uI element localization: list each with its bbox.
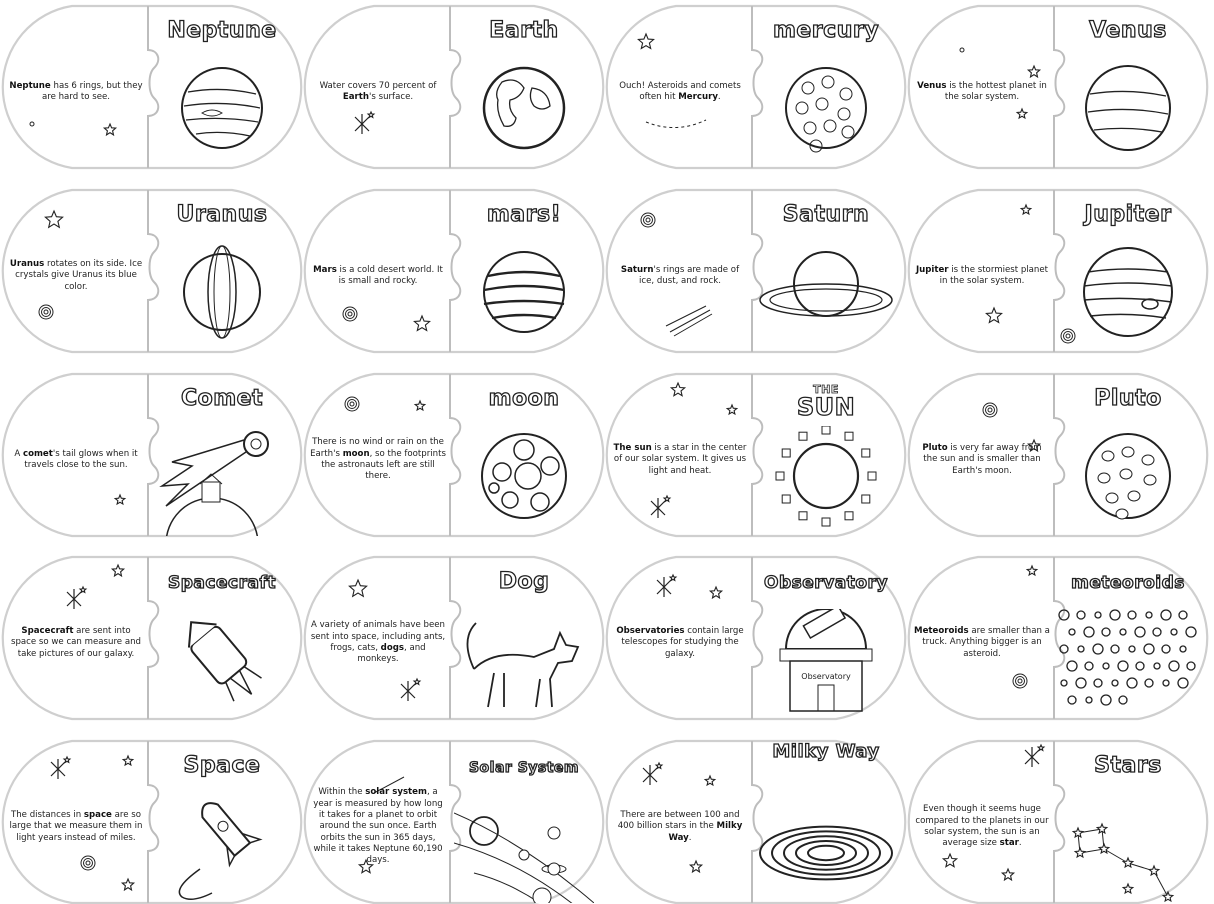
fact-text: [310, 777, 446, 877]
fact-text: [8, 226, 144, 326]
fact-keyword: Meteoroids: [914, 625, 969, 636]
card-title-text: SUN: [796, 393, 856, 421]
card-title: [1058, 20, 1198, 42]
space-illustration: [152, 793, 292, 903]
fact-text: [612, 593, 748, 693]
fact-text: [310, 410, 446, 510]
fact-keyword: star: [999, 838, 1019, 849]
observatory-sign: Observatory: [801, 672, 851, 681]
comet-illustration: [152, 426, 292, 536]
puzzle-card-comet[interactable]: [2, 370, 302, 540]
card-title: [454, 388, 594, 410]
puzzle-card-jupiter[interactable]: [908, 186, 1208, 356]
fact-span: is a star in the center of our solar system. It gives us light and heat.: [613, 442, 747, 476]
puzzle-card-neptune[interactable]: [2, 2, 302, 172]
fact-span: The distances in: [10, 809, 84, 820]
fact-keyword: The sun: [613, 442, 652, 453]
card-title: [1058, 575, 1198, 592]
puzzle-card-meteoroids[interactable]: [908, 553, 1208, 723]
puzzle-card-mercury[interactable]: [606, 2, 906, 172]
puzzle-card-sun[interactable]: [606, 370, 906, 540]
card-title-text: meteoroids: [1071, 573, 1185, 593]
fact-keyword: Earth: [342, 92, 370, 102]
solar-illustration: [454, 793, 594, 903]
card-title: [1058, 388, 1198, 410]
card-title-text: mars!: [486, 202, 562, 227]
card-title: [152, 204, 292, 226]
fact-span: , so the footprints the astronauts left are still there.: [321, 448, 446, 482]
fact-span: is the stormiest planet in the solar system.: [939, 264, 1049, 286]
puzzle-card-milky-way[interactable]: [606, 737, 906, 904]
card-title: [152, 575, 292, 592]
fact-text: [612, 226, 748, 326]
fact-span: Ouch! Asteroids and comets often hit: [619, 80, 741, 102]
card-title: [152, 388, 292, 410]
card-title-text: Dog: [498, 569, 550, 594]
card-title-text: Spacecraft: [168, 573, 276, 593]
card-title: [756, 384, 896, 419]
star-icon: [1123, 858, 1133, 867]
meteoroids-illustration: [1058, 609, 1198, 719]
stars-illustration: [1058, 793, 1198, 903]
card-title: [1058, 755, 1198, 777]
fact-keyword: comet: [22, 448, 53, 459]
fact-span: contain large telescopes for studying the galaxy.: [621, 625, 744, 659]
card-title-text: Earth: [489, 18, 559, 43]
fact-keyword: dogs: [380, 643, 404, 653]
fact-text: [914, 226, 1050, 326]
fact-keyword: Jupiter: [915, 264, 949, 275]
fact-text: [914, 42, 1050, 142]
fact-keyword: Pluto: [922, 442, 948, 453]
fact-span: .: [1018, 838, 1022, 849]
fact-keyword: Spacecraft: [21, 625, 74, 636]
card-title-prefix: THE: [813, 383, 839, 396]
fact-span: .: [717, 92, 721, 102]
puzzle-card-stars[interactable]: [908, 737, 1208, 904]
fact-span: There is no wind or rain on the Earth's: [310, 437, 444, 459]
card-title-text: Saturn: [782, 202, 870, 227]
fact-span: is very far away from the sun and is smaller than Earth's moon.: [923, 442, 1042, 476]
fact-span: A variety of animals have been sent into space, including ants, frogs, cats,: [310, 620, 446, 653]
fact-span: , a year is measured by how long it takes for a planet to orbit around the sun once. Earth orbits the sun in 365 days, while it takes Neptune 60,190 days.: [313, 787, 443, 866]
fact-keyword: Uranus: [9, 258, 45, 269]
card-title-text: Jupiter: [1084, 202, 1172, 227]
star-icon: [1163, 892, 1173, 901]
card-title-text: mercury: [772, 18, 880, 43]
card-title: [454, 20, 594, 42]
mercury-illustration: [756, 58, 896, 168]
fact-text: [310, 42, 446, 142]
puzzle-card-dog[interactable]: [304, 553, 604, 723]
fact-text: [914, 593, 1050, 693]
card-title-text: Milky Way: [772, 741, 880, 762]
card-title: [152, 755, 292, 777]
fact-text: [310, 593, 446, 693]
star-icon: [1149, 866, 1159, 875]
fact-span: Even though it seems huge compared to the planets in our solar system, the sun is an average size: [915, 804, 1049, 849]
fact-text: [8, 42, 144, 142]
fact-keyword: Neptune: [9, 80, 51, 91]
card-title: [454, 761, 594, 775]
mars-illustration: [454, 242, 594, 352]
fact-keyword: Saturn: [620, 264, 654, 275]
fact-span: There are between 100 and 400 billion stars in the: [617, 809, 740, 832]
fact-span: are sent into space so we can measure and take pictures of our galaxy.: [10, 625, 141, 659]
card-title: [152, 20, 292, 42]
card-title-text: Space: [183, 753, 261, 778]
puzzle-card-saturn[interactable]: [606, 186, 906, 356]
puzzle-card-observatory[interactable]: [606, 553, 906, 723]
neptune-illustration: [152, 58, 292, 168]
card-title-text: Neptune: [167, 18, 277, 43]
star-icon: [1075, 848, 1085, 857]
card-title-text: Stars: [1094, 753, 1162, 778]
observatory-illustration: [756, 609, 896, 719]
puzzle-card-solar-system[interactable]: [304, 737, 604, 904]
moon-illustration: [454, 426, 594, 536]
fact-span: .: [688, 832, 692, 843]
card-title: [454, 571, 594, 593]
puzzle-card-space[interactable]: [2, 737, 302, 904]
fact-keyword: Mars: [313, 264, 337, 275]
pluto-illustration: [1058, 426, 1198, 536]
milky-illustration: [756, 793, 896, 903]
dog-illustration: [454, 609, 594, 719]
fact-text: [8, 593, 144, 693]
card-title-text: Solar System: [468, 760, 580, 776]
puzzle-card-earth[interactable]: [304, 2, 604, 172]
fact-text: [8, 410, 144, 510]
puzzle-card-mars[interactable]: [304, 186, 604, 356]
fact-span: 's tail glows when it travels close to the sun.: [24, 448, 138, 470]
jupiter-illustration: [1058, 242, 1198, 352]
fact-span: , and monkeys.: [357, 643, 426, 665]
fact-span: rotates on its side. Ice crystals give Uranus its blue color.: [15, 258, 143, 292]
star-icon: [1123, 884, 1133, 893]
sun-illustration: [756, 426, 896, 536]
card-title: [756, 20, 896, 42]
spacecraft-illustration: [152, 609, 292, 719]
puzzle-card-uranus[interactable]: [2, 186, 302, 356]
card-title: [756, 575, 896, 592]
fact-keyword: Mercury: [678, 92, 718, 102]
fact-keyword: Venus: [917, 80, 947, 91]
fact-span: are smaller than a truck. Anything bigger is an asteroid.: [922, 625, 1050, 659]
puzzle-card-pluto[interactable]: [908, 370, 1208, 540]
fact-text: [310, 226, 446, 326]
card-title-text: Observatory: [764, 573, 888, 593]
fact-span: are so large that we measure them in light years instead of miles.: [9, 809, 143, 843]
fact-text: [612, 410, 748, 510]
puzzle-card-venus[interactable]: [908, 2, 1208, 172]
fact-keyword: space: [83, 809, 112, 820]
star-icon: [1097, 824, 1107, 833]
card-title: [756, 204, 896, 226]
fact-span: is the hottest planet in the solar system.: [944, 80, 1047, 102]
fact-span: 's rings are made of ice, dust, and rock.: [638, 264, 740, 286]
fact-text: [914, 777, 1050, 877]
star-icon: [1073, 828, 1083, 837]
fact-keyword: Milky Way: [668, 821, 743, 843]
fact-span: Within the: [318, 787, 366, 798]
card-title-text: moon: [488, 386, 560, 411]
card-title-text: Pluto: [1094, 386, 1162, 411]
fact-span: Water covers 70 percent of: [319, 80, 437, 91]
card-title-text: Comet: [180, 386, 264, 411]
puzzle-card-moon[interactable]: [304, 370, 604, 540]
fact-text: [612, 777, 748, 877]
fact-text: [612, 42, 748, 142]
saturn-illustration: [756, 242, 896, 352]
fact-keyword: Observatories: [616, 625, 685, 636]
puzzle-card-spacecraft[interactable]: [2, 553, 302, 723]
card-title-text: Uranus: [176, 202, 268, 227]
fact-span: has 6 rings, but they are hard to see.: [41, 80, 143, 102]
earth-illustration: [454, 58, 594, 168]
star-icon: [1099, 844, 1109, 853]
fact-span: is a cold desert world. It is small and rocky.: [336, 264, 443, 286]
fact-span: 's surface.: [369, 92, 414, 102]
card-title: [1058, 204, 1198, 226]
uranus-illustration: [152, 242, 292, 352]
card-title-text: Venus: [1089, 18, 1167, 43]
fact-text: [8, 777, 144, 877]
card-title: [454, 204, 594, 226]
fact-text: [914, 410, 1050, 510]
fact-keyword: solar system: [365, 787, 427, 798]
fact-span: A: [14, 448, 23, 459]
card-title: [756, 743, 896, 762]
venus-illustration: [1058, 58, 1198, 168]
fact-keyword: moon: [342, 448, 370, 459]
